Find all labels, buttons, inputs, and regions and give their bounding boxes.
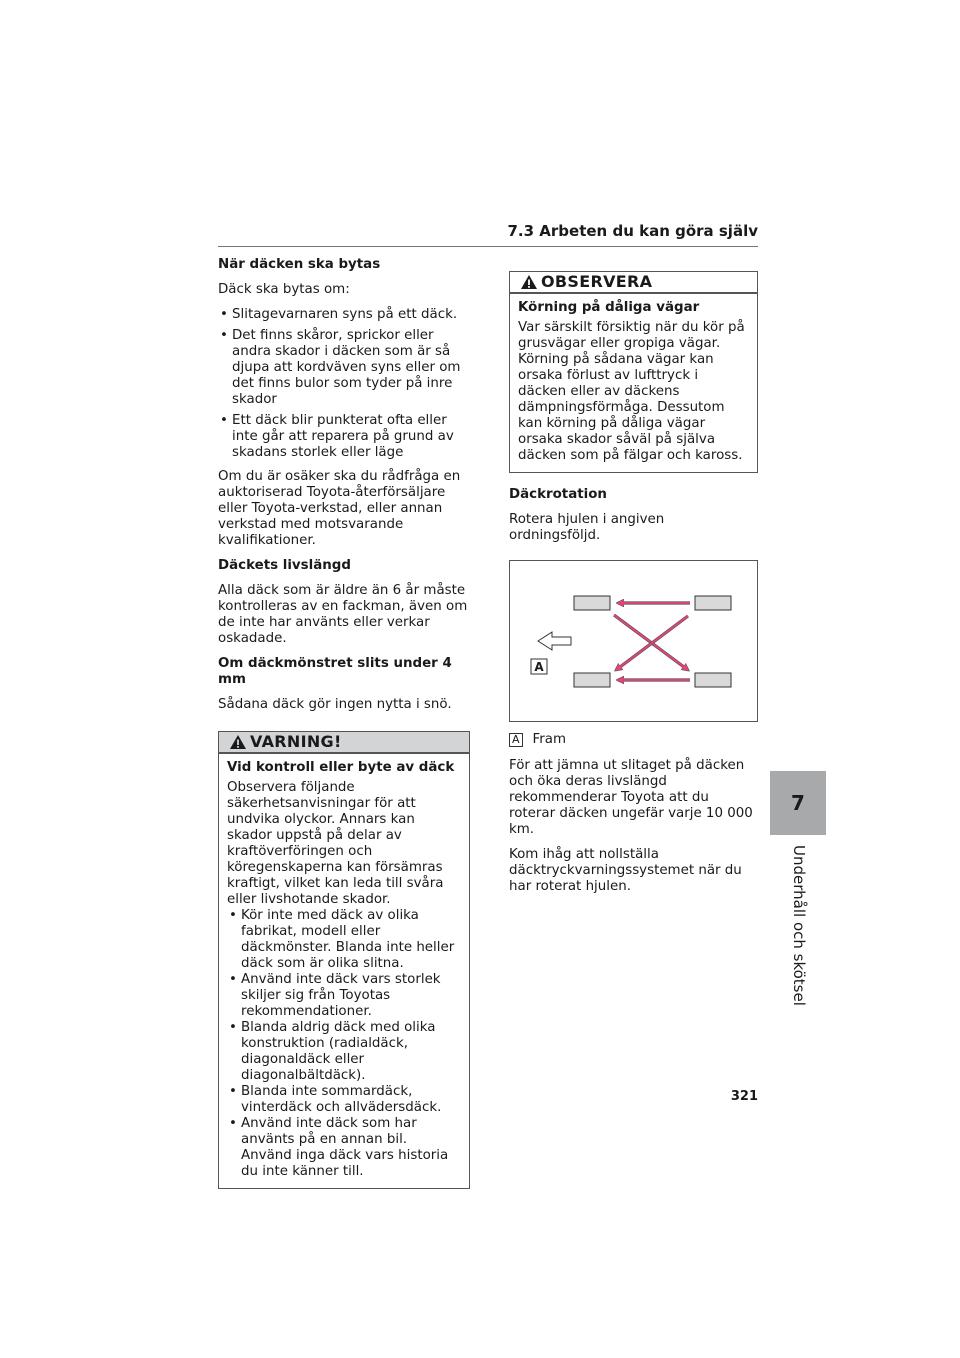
warning-intro: Observera följande säkerhetsanvisningar för att undvika olyckor. Annars kan skador uppstå på delar av kraftöverföringen och köregenskaperna kan försämras kraftigt, vilket kan leda till svåra eller livshotande skador. bbox=[227, 780, 444, 907]
replacement-criteria-list bbox=[218, 307, 470, 461]
list-item: • Blanda aldrig däck med olika konstruktion (radialdäck, diagonaldäck eller diagonalbältdäck). bbox=[227, 1020, 461, 1084]
legend-text: Fram bbox=[532, 732, 567, 747]
left-column bbox=[218, 257, 470, 1189]
heading-tire-rotation: Däckrotation bbox=[509, 487, 607, 502]
notice-body bbox=[510, 294, 757, 472]
warning-title: VARNING! bbox=[250, 732, 342, 751]
paragraph-consult-dealer: Om du är osäker ska du rådfråga en auktoriserad Toyota-återförsäljare eller Toyota-verkstad, eller annan verkstad med motsvarande kvalifikationer. bbox=[218, 469, 461, 548]
paragraph-lifespan: Alla däck som är äldre än 6 år måste kontrolleras av en fackman, även om de inte har använts eller verkar oskadade. bbox=[218, 583, 468, 646]
rear-left-tire bbox=[574, 673, 610, 687]
header-divider bbox=[218, 246, 758, 247]
chapter-title-vertical: Underhåll och skötsel bbox=[790, 845, 808, 1006]
list-item: • Använd inte däck som har använts på en annan bil. Använd inga däck vars historia du inte känner till. bbox=[227, 1116, 461, 1180]
list-item: • Ett däck blir punkterat ofta eller inte går att reparera på grund av skadans storlek eller läge bbox=[218, 413, 470, 461]
right-column bbox=[509, 271, 758, 904]
notice-header bbox=[510, 272, 757, 294]
list-item: • Det finns skåror, sprickor eller andra skador i däcken som är så djupa att kordväven syns eller om det finns bulor som tyder på inre skador bbox=[218, 328, 470, 408]
warning-triangle-icon bbox=[229, 734, 247, 750]
legend-letter: A bbox=[509, 733, 523, 747]
tire-rotation-diagram bbox=[509, 560, 758, 722]
list-item: • Använd inte däck vars storlek skiljer sig från Toyotas rekommendationer. bbox=[227, 972, 461, 1020]
notice-text: Var särskilt försiktig när du kör på grusvägar eller gropiga vägar. Körning på sådana vägar kan orsaka förlust av lufttryck i däcken eller av däckens dämpningsförmåga. Dessutom kan körning på dåliga vägar orsaka skador såväl på själva däcken som på fälgar och kaross. bbox=[518, 320, 745, 463]
front-right-tire bbox=[695, 596, 731, 610]
warning-box bbox=[218, 731, 470, 1189]
list-item: • Blanda inte sommardäck, vinterdäck och allvädersdäck. bbox=[227, 1084, 461, 1116]
warning-list bbox=[227, 908, 461, 1180]
warning-body bbox=[219, 754, 469, 1188]
paragraph-replace-if: Däck ska bytas om: bbox=[218, 282, 350, 297]
paragraph-reset-tpms: Kom ihåg att nollställa däcktryckvarningssystemet när du har roterat hjulen. bbox=[509, 847, 742, 894]
notice-title: OBSERVERA bbox=[541, 272, 653, 291]
front-left-tire bbox=[574, 596, 610, 610]
chapter-tab[interactable] bbox=[770, 771, 826, 835]
warning-heading: Vid kontroll eller byte av däck bbox=[227, 760, 455, 775]
forward-direction-arrow-icon bbox=[538, 632, 571, 650]
rotation-diagram-svg bbox=[510, 561, 757, 721]
list-item: • Slitagevarnaren syns på ett däck. bbox=[218, 307, 470, 323]
warning-header bbox=[219, 732, 469, 754]
figure-legend bbox=[509, 732, 758, 748]
notice-heading: Körning på dåliga vägar bbox=[518, 300, 700, 315]
section-header: 7.3 Arbeten du kan göra själv bbox=[507, 222, 758, 240]
list-item: • Kör inte med däck av olika fabrikat, modell eller däckmönster. Blanda inte heller däck som är olika slitna. bbox=[227, 908, 461, 972]
warning-triangle-icon bbox=[520, 274, 538, 290]
paragraph-rotation-interval: För att jämna ut slitaget på däcken och öka deras livslängd rekommenderar Toyota att du roterar däcken ungefär varje 10 000 km. bbox=[509, 758, 753, 837]
rear-right-tire bbox=[695, 673, 731, 687]
heading-tire-lifespan: Däckets livslängd bbox=[218, 558, 351, 573]
paragraph-tread-depth: Sådana däck gör ingen nytta i snö. bbox=[218, 697, 452, 712]
heading-tire-replacement: När däcken ska bytas bbox=[218, 257, 381, 272]
chapter-number: 7 bbox=[791, 791, 805, 815]
figure-label-a: A bbox=[534, 660, 544, 674]
notice-box bbox=[509, 271, 758, 473]
page-number: 321 bbox=[730, 1089, 758, 1104]
heading-tread-depth: Om däckmönstret slits under 4 mm bbox=[218, 656, 452, 687]
paragraph-rotate-order: Rotera hjulen i angiven ordningsföljd. bbox=[509, 512, 665, 543]
